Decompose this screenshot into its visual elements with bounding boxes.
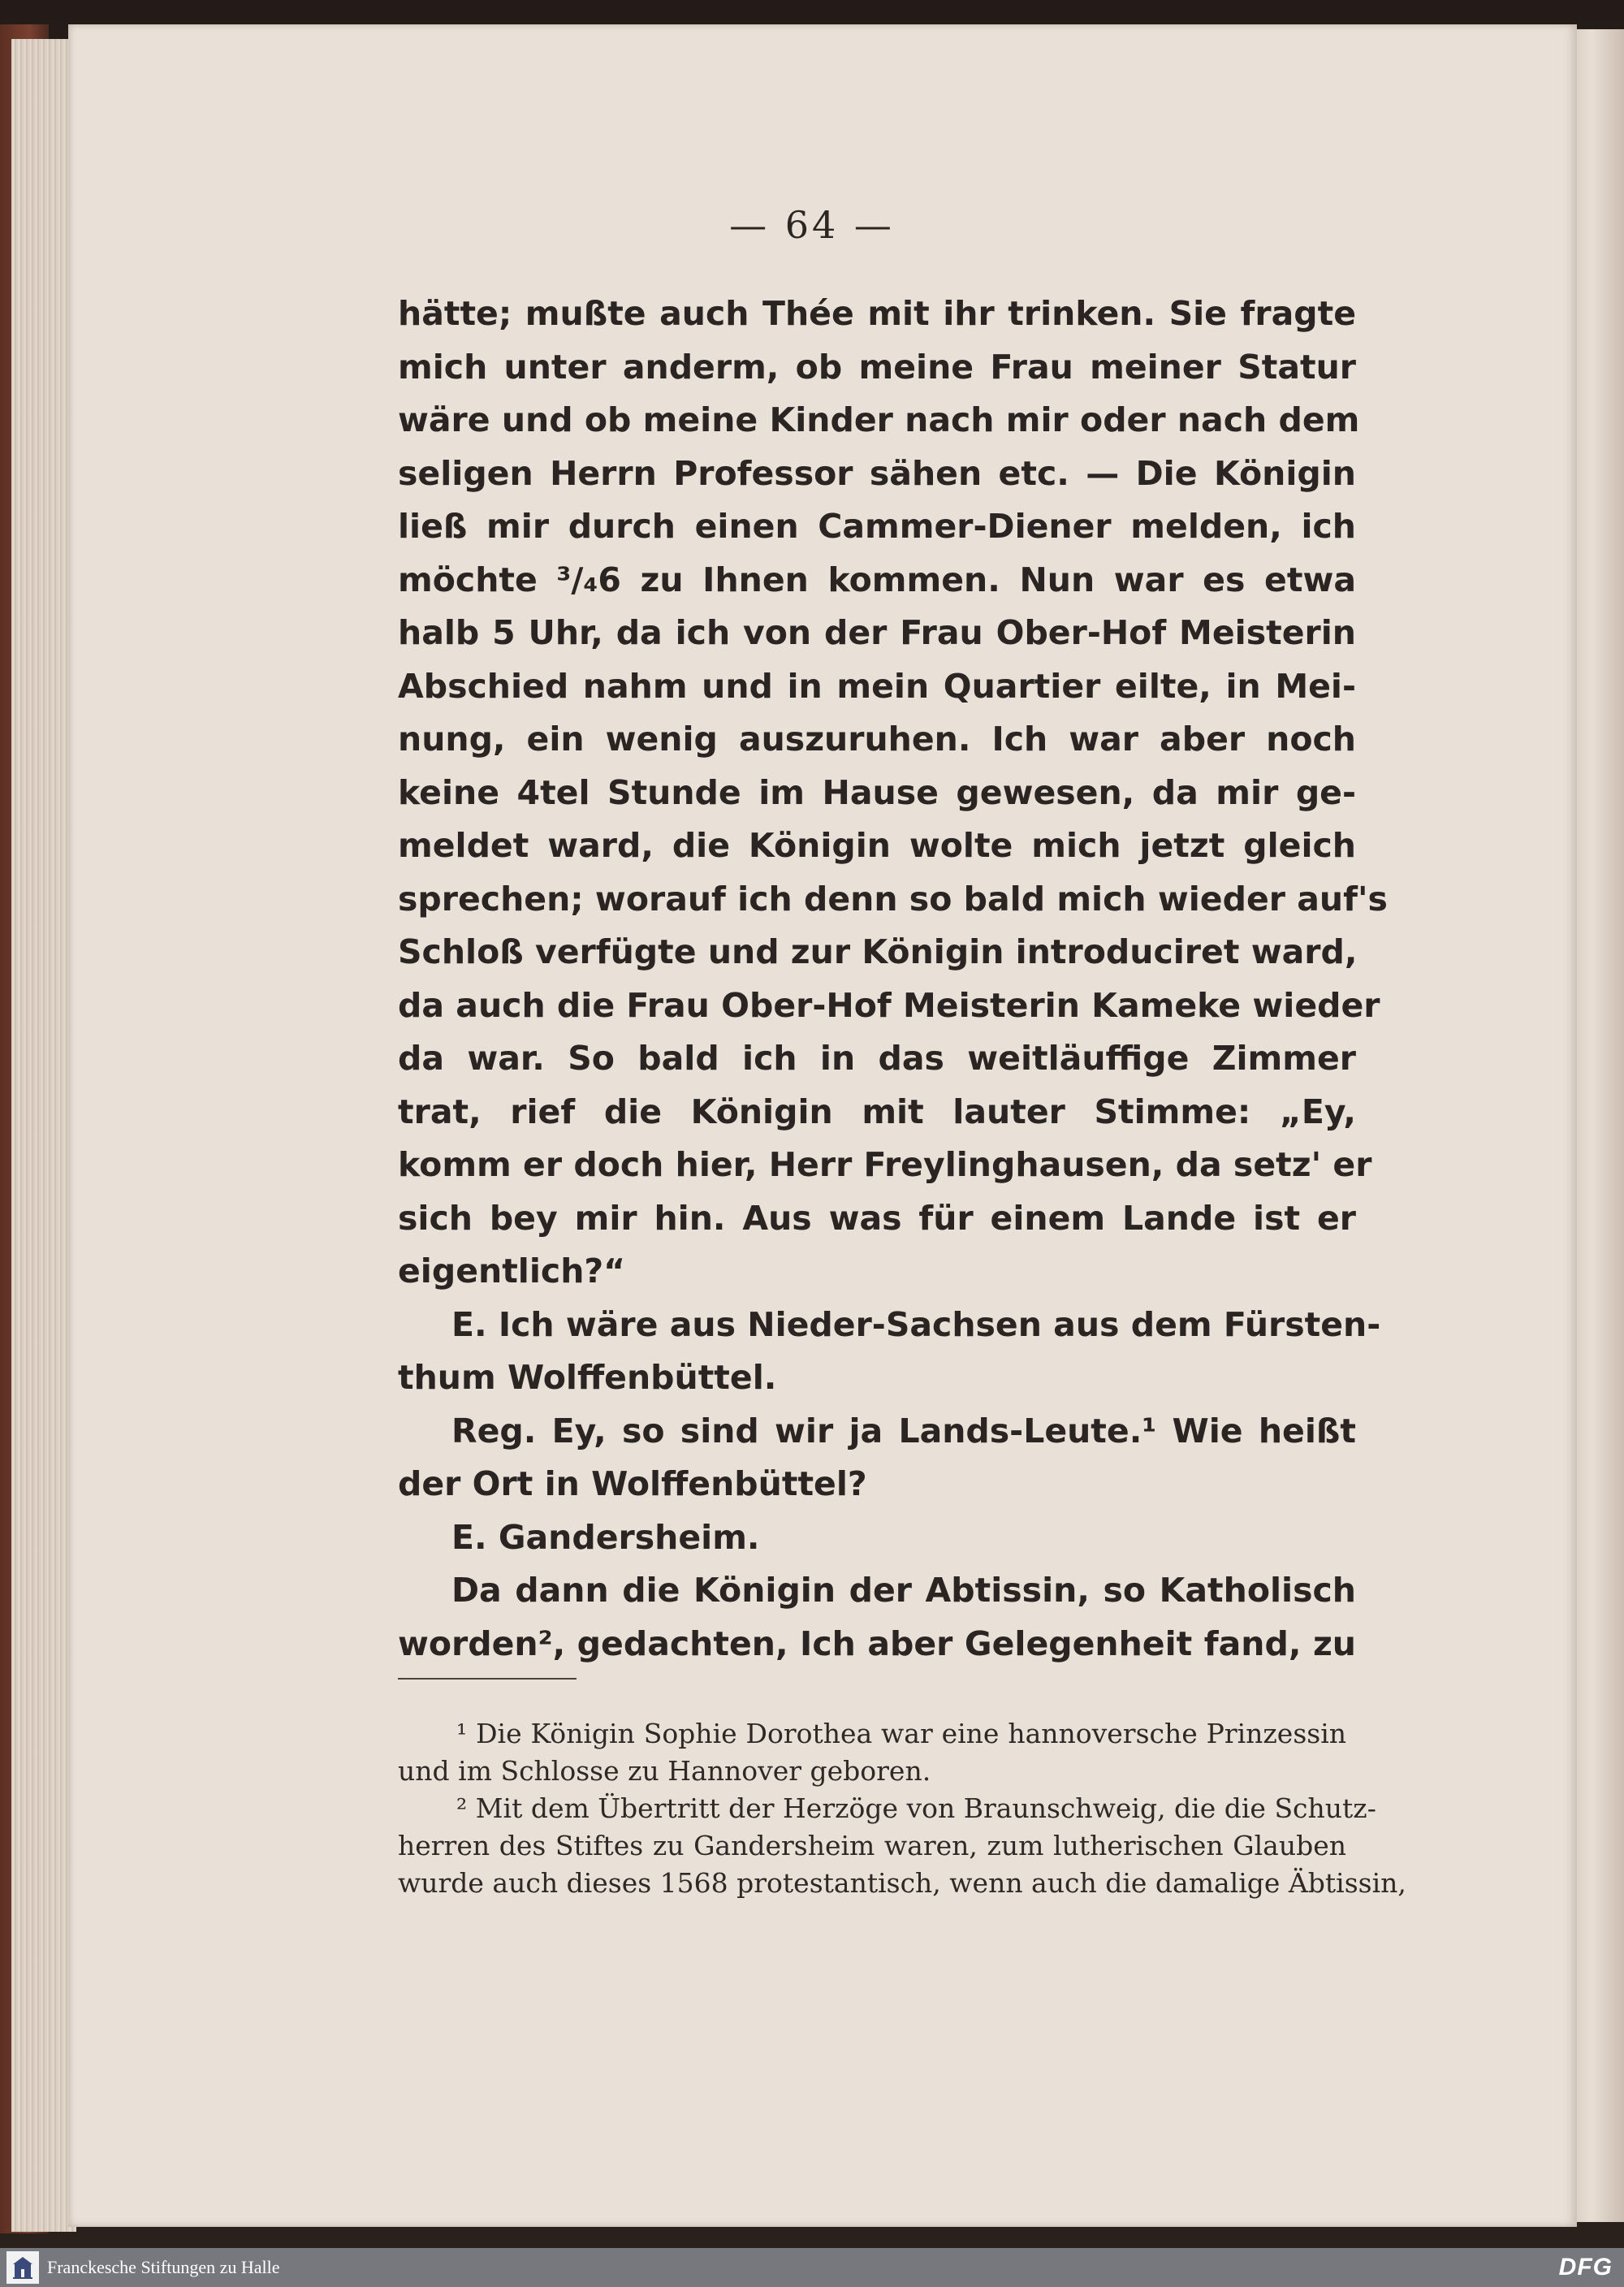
institution-logo-icon	[6, 2251, 39, 2284]
text-line: halb 5 Uhr, da ich von der Frau Ober-Hof Meisterin	[398, 613, 1356, 652]
footer-institution-name: Franckesche Stiftungen zu Halle	[47, 2257, 280, 2277]
text-line: worden², gedachten, Ich aber Gelegenheit fand, zu	[398, 1623, 1356, 1663]
body-text	[398, 287, 1388, 1671]
dfg-logo: DFG	[1558, 2254, 1613, 2281]
text-line: möchte ³/₄6 zu Ihnen kommen. Nun war es etwa	[398, 560, 1356, 599]
page-stack-edge	[11, 39, 76, 2232]
page-number: — 64 —	[729, 203, 895, 247]
footnote-separator	[398, 1678, 577, 1680]
text-line: E. Gandersheim.	[451, 1517, 760, 1557]
text-line: thum Wolffenbüttel.	[398, 1358, 777, 1397]
footnotes	[398, 1715, 1406, 1902]
text-line: seligen Herrn Professor sähen etc. — Die Königin	[398, 453, 1356, 493]
text-line: wäre und ob meine Kinder nach mir oder nach dem	[398, 400, 1360, 439]
text-line: hätte; mußte auch Thée mit ihr trinken. Sie fragte	[398, 294, 1356, 333]
footnote-line: ² Mit dem Übertritt der Herzöge von Braunschweig, die die Schutz-	[456, 1792, 1376, 1824]
text-line: da war. So bald ich in das weitläuffige Zimmer	[398, 1039, 1356, 1078]
text-line: da auch die Frau Ober-Hof Meisterin Kameke wieder	[398, 985, 1380, 1025]
right-page-edge	[1570, 29, 1624, 2222]
text-line: mich unter anderm, ob meine Frau meiner Statur	[398, 347, 1356, 387]
text-line: Da dann die Königin der Abtissin, so Katholisch	[451, 1571, 1356, 1610]
text-line: der Ort in Wolffenbüttel?	[398, 1464, 867, 1503]
text-line: sich bey mir hin. Aus was für einem Lande ist er	[398, 1198, 1356, 1238]
text-line: keine 4tel Stunde im Hause gewesen, da mir ge-	[398, 772, 1356, 812]
text-line: ließ mir durch einen Cammer-Diener melden, ich	[398, 507, 1356, 546]
text-line: Schloß verfügte und zur Königin introduciret ward,	[398, 932, 1358, 971]
footnote-line: ¹ Die Königin Sophie Dorothea war eine hannoversche Prinzessin	[456, 1718, 1346, 1749]
footnote-line: wurde auch dieses 1568 protestantisch, wenn auch die damalige Äbtissin,	[398, 1867, 1406, 1899]
building-icon	[11, 2255, 34, 2281]
text-line: eigentlich?“	[398, 1252, 626, 1290]
text-line: trat, rief die Königin mit lauter Stimme: „Ey,	[398, 1092, 1356, 1131]
text-line: komm er doch hier, Herr Freylinghausen, da setz' er	[398, 1145, 1372, 1184]
text-line: Reg. Ey, so sind wir ja Lands-Leute.¹ Wie heißt	[451, 1411, 1356, 1450]
footnote-line: herren des Stiftes zu Gandersheim waren, zum lutherischen Glauben	[398, 1830, 1346, 1861]
text-line: sprechen; worauf ich denn so bald mich wieder auf's	[398, 879, 1388, 919]
footnote-line: und im Schlosse zu Hannover geboren.	[398, 1755, 931, 1787]
text-line: Abschied nahm und in mein Quartier eilte, in Mei-	[398, 666, 1356, 706]
text-line: E. Ich wäre aus Nieder-Sachsen aus dem Fürsten-	[451, 1304, 1381, 1344]
text-line: nung, ein wenig auszuruhen. Ich war aber noch	[398, 720, 1356, 759]
text-line: meldet ward, die Königin wolte mich jetzt gleich	[398, 826, 1356, 865]
